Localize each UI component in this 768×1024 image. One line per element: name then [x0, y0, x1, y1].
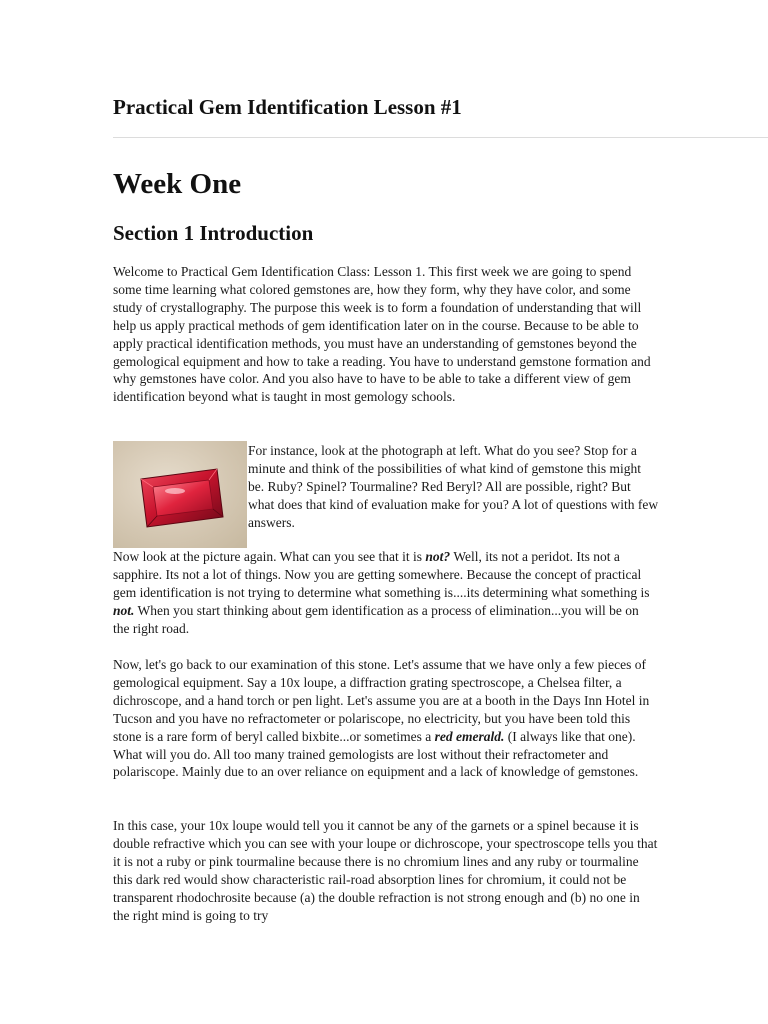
emphasis-not: not.: [113, 602, 135, 618]
photo-caption-paragraph: For instance, look at the photograph at left. What do you see? Stop for a minute and think of the possibilities of what kind of gemstone this might be. Ruby? Spinel? Tourmaline? Red Beryl? All are possible, right? But what does that kind of evaluation make for you? A lot of questions with few answers.: [248, 443, 659, 530]
section-heading: Section 1 Introduction: [113, 221, 314, 245]
p4-text-a: Now, let's go back to our examination of this stone. Let's assume that we have only a few pieces of gemological equipment. Say a 10x loupe, a diffraction grating spectroscope, a Chelsea filter, a dichroscope, and a hand torch or pen light. Let's assume you are at a booth in the Days Inn Hotel in Tucson and you have no refractometer or polariscope, no electricity, but you have been told this stone is a rare form of beryl called bixbite...or sometimes a: [113, 657, 650, 744]
emphasis-not-question: not?: [425, 549, 451, 564]
analysis-paragraph: In this case, your 10x loupe would tell you it cannot be any of the garnets or a spinel because it is double refractive which you can see with your loupe or dichroscope, your spectroscope tells you that it is not a ruby or pink tourmaline because there is no chromium lines and any ruby or tourmaline this dark red would show characteristic rail-road absorption lines for chromium, it could not be transparent rhodochrosite because (a) the double refraction is not strong enough and (b) no one in the right mind is going to try: [113, 818, 658, 923]
elimination-paragraph: [113, 548, 658, 638]
gemstone-photo: [113, 441, 247, 548]
equipment-paragraph: [113, 656, 658, 781]
emphasis-red-emerald: red emerald.: [434, 728, 505, 744]
intro-paragraph: Welcome to Practical Gem Identification Class: Lesson 1. This first week we are going to spend some time learning what colored gemstones are, how they form, why they have color, and some study of crystallography. The purpose this week is to form a foundation of understanding that will help us apply practical methods of gem identification later on in the course. Because to be able to apply practical identification methods, you must have an understanding of gemstones beyond the gemological equipment and how to take a reading. You have to understand gemstone formation and why gemstones have color. And you also have to have to be able to take a different view of gem identification beyond what is taught in most gemology schools.: [113, 264, 651, 405]
red-gemstone-image: [113, 441, 247, 548]
p4-text-b: (I always like that one). What will you do. All too many trained gemologists are lost without their refractometer and polariscope. Mainly due to an over reliance on equipment and a lack of knowledge of gemstones.: [113, 728, 639, 780]
week-heading: Week One: [113, 168, 242, 200]
title-divider: [113, 137, 768, 138]
document-title: Practical Gem Identification Lesson #1: [113, 95, 462, 119]
p3-text-a: Now look at the picture again. What can you see that it is: [113, 549, 426, 564]
p3-text-b: Well, its not a peridot. Its not a sapphire. Its not a lot of things. Now you are getting somewhere. Because the concept of practical gem identification is not trying to determine what something is....its determining what something is: [113, 549, 650, 600]
p3-text-c: When you start thinking about gem identification as a process of elimination...you will be on the right road.: [113, 602, 639, 636]
